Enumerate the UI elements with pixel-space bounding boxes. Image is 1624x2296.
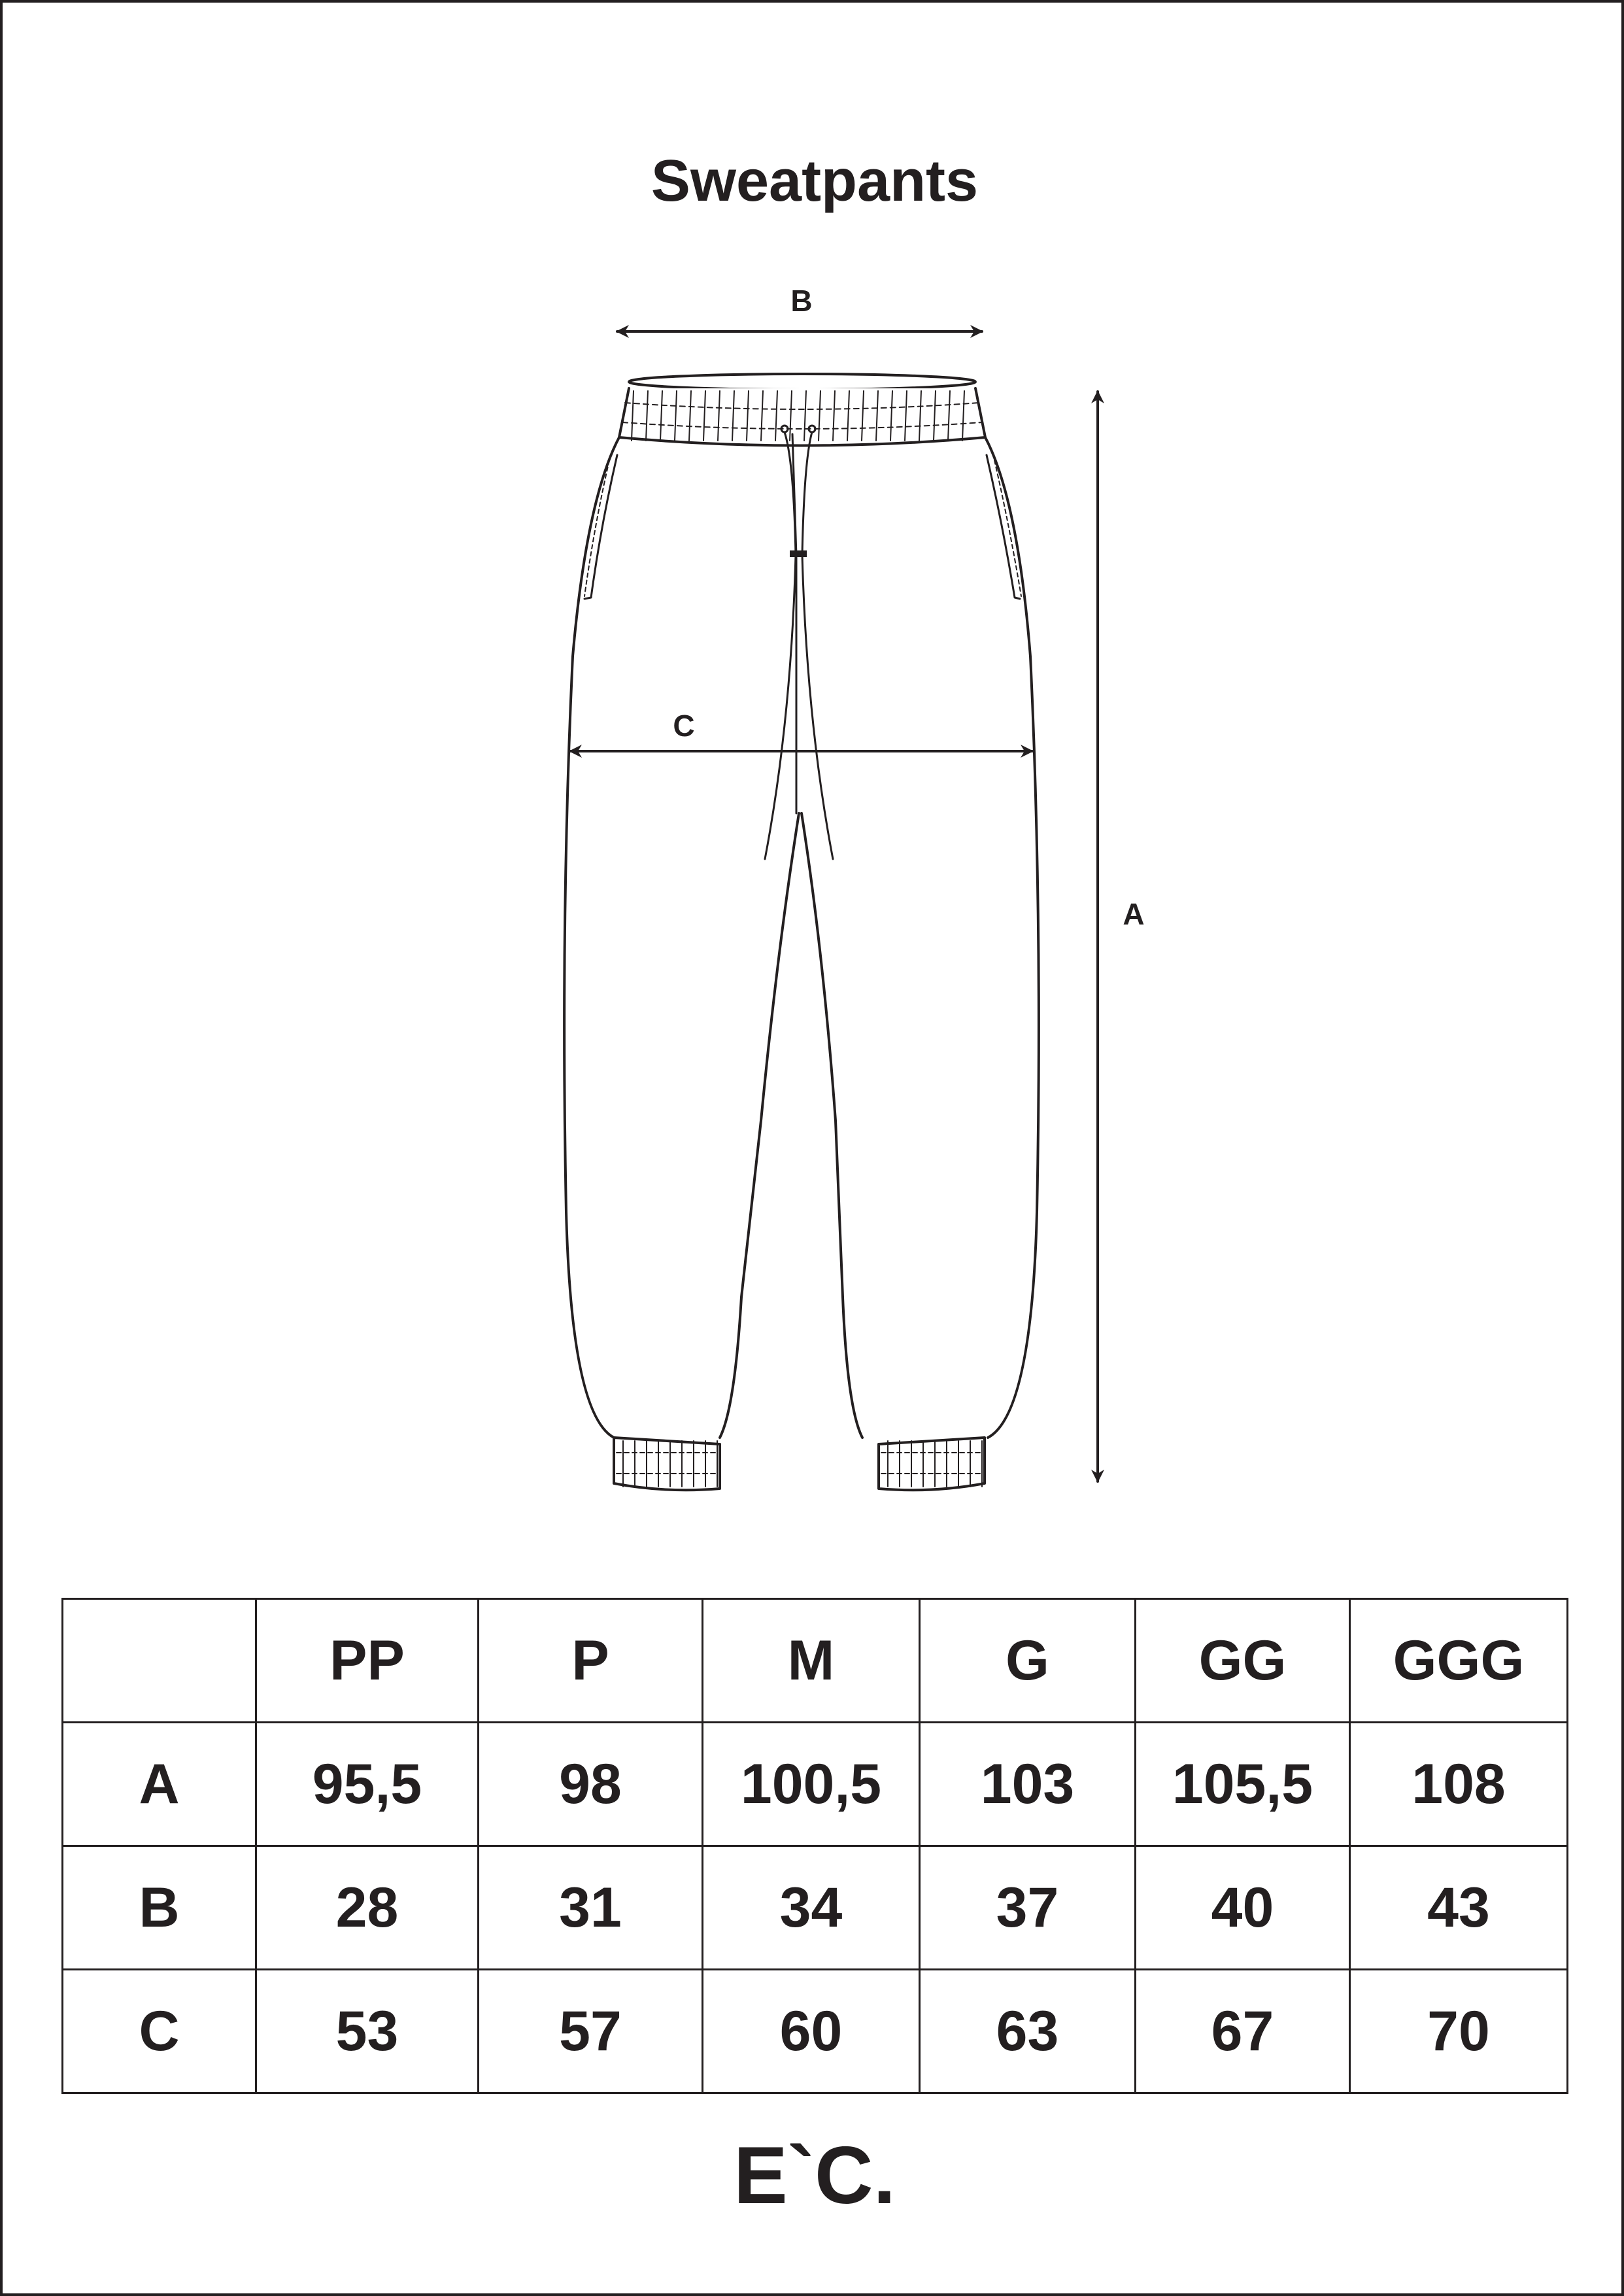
table-corner-cell xyxy=(63,1599,256,1723)
left-hem-inner xyxy=(720,813,799,1438)
dimension-b xyxy=(617,284,982,331)
measurement-value-cell: 63 xyxy=(920,1970,1136,2093)
page-title: Sweatpants xyxy=(651,148,979,214)
dimension-a xyxy=(1098,392,1145,1481)
measurement-value-cell: 103 xyxy=(920,1723,1136,1846)
size-header-cell: PP xyxy=(256,1599,479,1723)
cuffs xyxy=(614,1438,985,1490)
measurement-value-cell: 70 xyxy=(1350,1970,1568,2093)
size-header-cell: P xyxy=(479,1599,703,1723)
measurement-value-cell: 37 xyxy=(920,1846,1136,1970)
measurement-value-cell: 43 xyxy=(1350,1846,1568,1970)
measurement-value-cell: 53 xyxy=(256,1970,479,2093)
brand-logo: E`C. xyxy=(734,2131,896,2221)
waistband xyxy=(619,374,985,446)
table-row xyxy=(63,1846,1568,1970)
measurement-value-cell: 40 xyxy=(1136,1846,1350,1970)
measurement-value-cell: 105,5 xyxy=(1136,1723,1350,1846)
measurement-value-cell: 98 xyxy=(479,1723,703,1846)
dimension-label-c: C xyxy=(673,709,695,743)
size-header-cell: M xyxy=(703,1599,920,1723)
table-header-row xyxy=(63,1599,1568,1723)
dimension-label-b: B xyxy=(790,284,813,318)
measurement-value-cell: 95,5 xyxy=(256,1723,479,1846)
cord-stopper xyxy=(790,550,807,557)
sweatpants-diagram xyxy=(3,3,1624,1545)
table-row xyxy=(63,1723,1568,1846)
measurement-label-cell: A xyxy=(63,1723,256,1846)
measurement-label-cell: C xyxy=(63,1970,256,2093)
left-cuff xyxy=(614,1438,720,1490)
measurement-value-cell: 31 xyxy=(479,1846,703,1970)
measurement-value-cell: 60 xyxy=(703,1970,920,2093)
measurement-value-cell: 67 xyxy=(1136,1970,1350,2093)
measurement-value-cell: 108 xyxy=(1350,1723,1568,1846)
size-header-cell: GGG xyxy=(1350,1599,1568,1723)
size-header-cell: G xyxy=(920,1599,1136,1723)
dimension-c xyxy=(570,709,1032,751)
measurement-value-cell: 57 xyxy=(479,1970,703,2093)
dimension-label-a: A xyxy=(1123,897,1145,931)
size-table xyxy=(61,1598,1568,2094)
drawstring xyxy=(765,426,833,859)
measurement-value-cell: 28 xyxy=(256,1846,479,1970)
table-row xyxy=(63,1970,1568,2093)
measurement-value-cell: 100,5 xyxy=(703,1723,920,1846)
size-header-cell: GG xyxy=(1136,1599,1350,1723)
measurement-value-cell: 34 xyxy=(703,1846,920,1970)
right-cuff xyxy=(879,1438,985,1490)
pants-outline xyxy=(564,437,1039,1438)
right-hem-inner xyxy=(802,813,862,1438)
measurement-label-cell: B xyxy=(63,1846,256,1970)
